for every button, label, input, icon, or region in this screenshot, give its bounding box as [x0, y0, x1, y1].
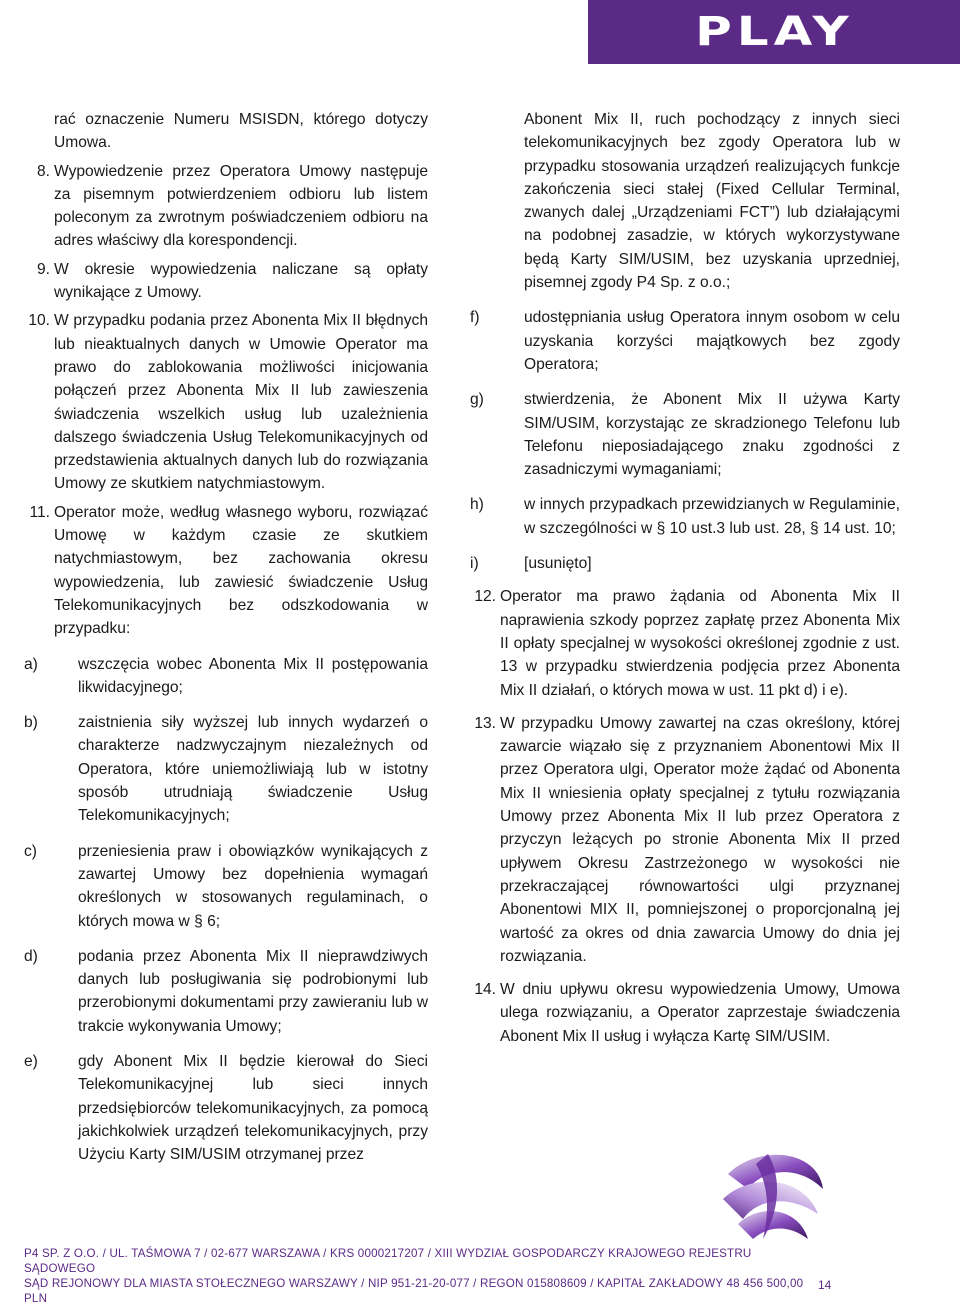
- sub-item-a: [24, 653, 428, 700]
- sub-item-text: przeniesienia praw i obowiązków wynikających z zawartej Umowy bez dopełnienia wymagań określonych w stosowanych regulaminach, o których mowa w § 6;: [78, 842, 428, 930]
- sub-item-text: stwierdzenia, że Abonent Mix II używa Karty SIM/USIM, korzystając ze skradzionego Telefonu lub Telefonu nieposiadającego znaku zgodności z zasadniczymi wymaganiami;: [524, 391, 900, 479]
- list-item-13: [470, 712, 900, 968]
- sub-item-g: [470, 388, 900, 481]
- item-number: 10.: [28, 312, 50, 330]
- list-item-8: [24, 160, 428, 253]
- footer-registry-line: SĄD REJONOWY DLA MIASTA STOŁECZNEGO WARSZAWY / NIP 951-21-20-077 / REGON 015808609 / KAPITAŁ ZAKŁADOWY 48 456 500,00 PLN: [24, 1277, 804, 1305]
- sub-item-letter: i): [470, 555, 479, 573]
- sub-item-text: gdy Abonent Mix II będzie kierował do Sieci Telekomunikacyjnej lub sieci innych przedsiębiorców telekomunikacyjnych, za pomocą jakichkolwiek urządzeń telekomunikacyjnych, przy Użyciu Karty SIM/USIM otrzymanej przez: [78, 1052, 428, 1164]
- right-column: [470, 108, 900, 1053]
- sub-item-f: [470, 306, 900, 376]
- item-number: 8.: [36, 162, 50, 180]
- item-text: W dniu upływu okresu wypowiedzenia Umowy, Umowa ulega rozwiązaniu, a Operator zaprzestaje świadczenia Abonent Mix II usług i wyłącza Kartę SIM/USIM.: [500, 981, 900, 1045]
- item-text: W przypadku Umowy zawartej na czas określony, której zawarcie wiązało się z przyznaniem Abonentowi Mix II przez Operatora ulgi, Operator może żądać od Abonenta Mix II wniesienia opłaty specjalnej z tytułu rozwiązania Umowy przez Abonenta Mix II lub przez Operatora z przyczyn leżących po stronie Abonenta Mix II przed upływem Okresu Zastrzeżonego w wysokości nie przekraczającej równowartości ulgi przyznanej Abonentowi MIX II, pomniejszonej o proporcjonalną jej wartość za okres od dnia zawarcia Umowy do dnia jej rozwiązania.: [500, 714, 900, 965]
- sub-item-letter: c): [24, 842, 37, 860]
- list-item-11: [24, 501, 428, 641]
- sub-item-text: w innych przypadkach przewidzianych w Regulaminie, w szczególności w § 10 ust.3 lub ust. 28, § 14 ust. 10;: [524, 496, 900, 537]
- item-text: Operator ma prawo żądania od Abonenta Mix II naprawienia szkody poprzez zapłatę przez Abonenta Mix II opłaty specjalnej w wysokości określonej zgodnie z ust. 13 w przypadku stwierdzenia podjęcia przez Abonenta Mix II działań, o których mowa w ust. 11 pkt d) i e).: [500, 588, 900, 699]
- sub-item-c: [24, 840, 428, 933]
- footer: [24, 1246, 804, 1306]
- sub-item-b: [24, 711, 428, 827]
- item-number: 11.: [29, 503, 50, 521]
- sub-item-text: udostępniania usług Operatora innym osobom w celu uzyskania korzyści majątkowych bez zgody Operatora;: [524, 309, 900, 373]
- sub-item-h: [470, 493, 900, 540]
- sub-item-letter: b): [24, 714, 38, 732]
- sub-item-d: [24, 945, 428, 1038]
- left-intro-text: rać oznaczenie Numeru MSISDN, którego dotyczy Umowa.: [54, 111, 428, 152]
- sub-item-letter: d): [24, 947, 38, 965]
- sub-item-i: [470, 552, 900, 575]
- sub-item-e: [24, 1050, 428, 1166]
- sub-item-text: wszczęcia wobec Abonenta Mix II postępowania likwidacyjnego;: [78, 655, 428, 696]
- sub-item-letter: a): [24, 655, 38, 673]
- sub-item-e-continuation: Abonent Mix II, ruch pochodzący z innych sieci telekomunikacyjnych bez zgody Operatora lub w przypadku stosowania urządzeń realizujących funkcje zakończenia sieci stałej (Fixed Cellular Terminal, zwanych dalej „Urządzeniami FCT”) lub działającymi na podobnej zasadzie, w których wykorzystywane będą Karty SIM/USIM, bez uzyskania uprzedniej, pisemnej zgody P4 Sp. z o.o.;: [524, 111, 900, 292]
- item-number: 13.: [474, 714, 496, 732]
- sub-item-letter: e): [24, 1052, 38, 1070]
- sub-item-letter: f): [470, 309, 480, 327]
- footer-company-line: P4 SP. Z O.O. / UL. TAŚMOWA 7 / 02-677 WARSZAWA / KRS 0000217207 / XIII WYDZIAŁ GOSPODARCZY KRAJOWEGO REJESTRU SĄDOWEGO: [24, 1247, 752, 1275]
- play-logo: PLAY: [694, 9, 854, 55]
- page-number: 14: [818, 1278, 832, 1292]
- header-logo-box: [588, 0, 960, 64]
- sub-item-text: zaistnienia siły wyższej lub innych wydarzeń o charakterze nadzwyczajnym niezależnych od Operatora, które uniemożliwiają lub w istotny sposób utrudniają świadczenie Usług Telekomunikacyjnych;: [78, 714, 428, 825]
- list-item-12: [470, 585, 900, 701]
- list-item-9: [24, 258, 428, 305]
- sub-item-letter: h): [470, 496, 484, 514]
- item-number: 9.: [36, 260, 50, 278]
- item-text: W okresie wypowiedzenia naliczane są opłaty wynikające z Umowy.: [54, 260, 428, 302]
- left-column: [24, 108, 428, 1166]
- play-swirl-logo-icon: [708, 1144, 838, 1244]
- item-number: 14.: [474, 981, 496, 999]
- item-text: Operator może, według własnego wyboru, rozwiązać Umowę w każdym czasie ze skutkiem natychmiastowym, bez zachowania okresu wypowiedzenia, lub zawiesić świadczenie Usług Telekomunikacyjnych bez odszkodowania w przypadku:: [54, 503, 428, 638]
- sub-item-text: [usunięto]: [524, 555, 592, 573]
- item-text: Wypowiedzenie przez Operatora Umowy następuje za pisemnym potwierdzeniem odbioru lub listem poleconym za zwrotnym poświadczeniem odbioru na adres właściwy dla korespondencji.: [54, 162, 428, 250]
- list-item-14: [470, 978, 900, 1048]
- sub-item-text: podania przez Abonenta Mix II nieprawdziwych danych lub posługiwania się podrobionymi lub przerobionymi dokumentami przy zawieraniu lub w trakcie wykonywania Umowy;: [78, 947, 428, 1035]
- item-number: 12.: [474, 588, 496, 606]
- list-item-10: [24, 309, 428, 495]
- item-text: W przypadku podania przez Abonenta Mix II błędnych lub nieaktualnych danych w Umowie Operator ma prawo do zablokowania możliwości inicjowania połączeń przez Abonenta Mix II lub zawieszenia świadczenia wszelkich usług lub uzależnienia dalszego świadczenia Usług Telekomunikacyjnych od przedstawienia aktualnych danych lub do rozwiązania Umowy ze skutkiem natychmiastowym.: [54, 312, 428, 493]
- sub-item-letter: g): [470, 391, 484, 409]
